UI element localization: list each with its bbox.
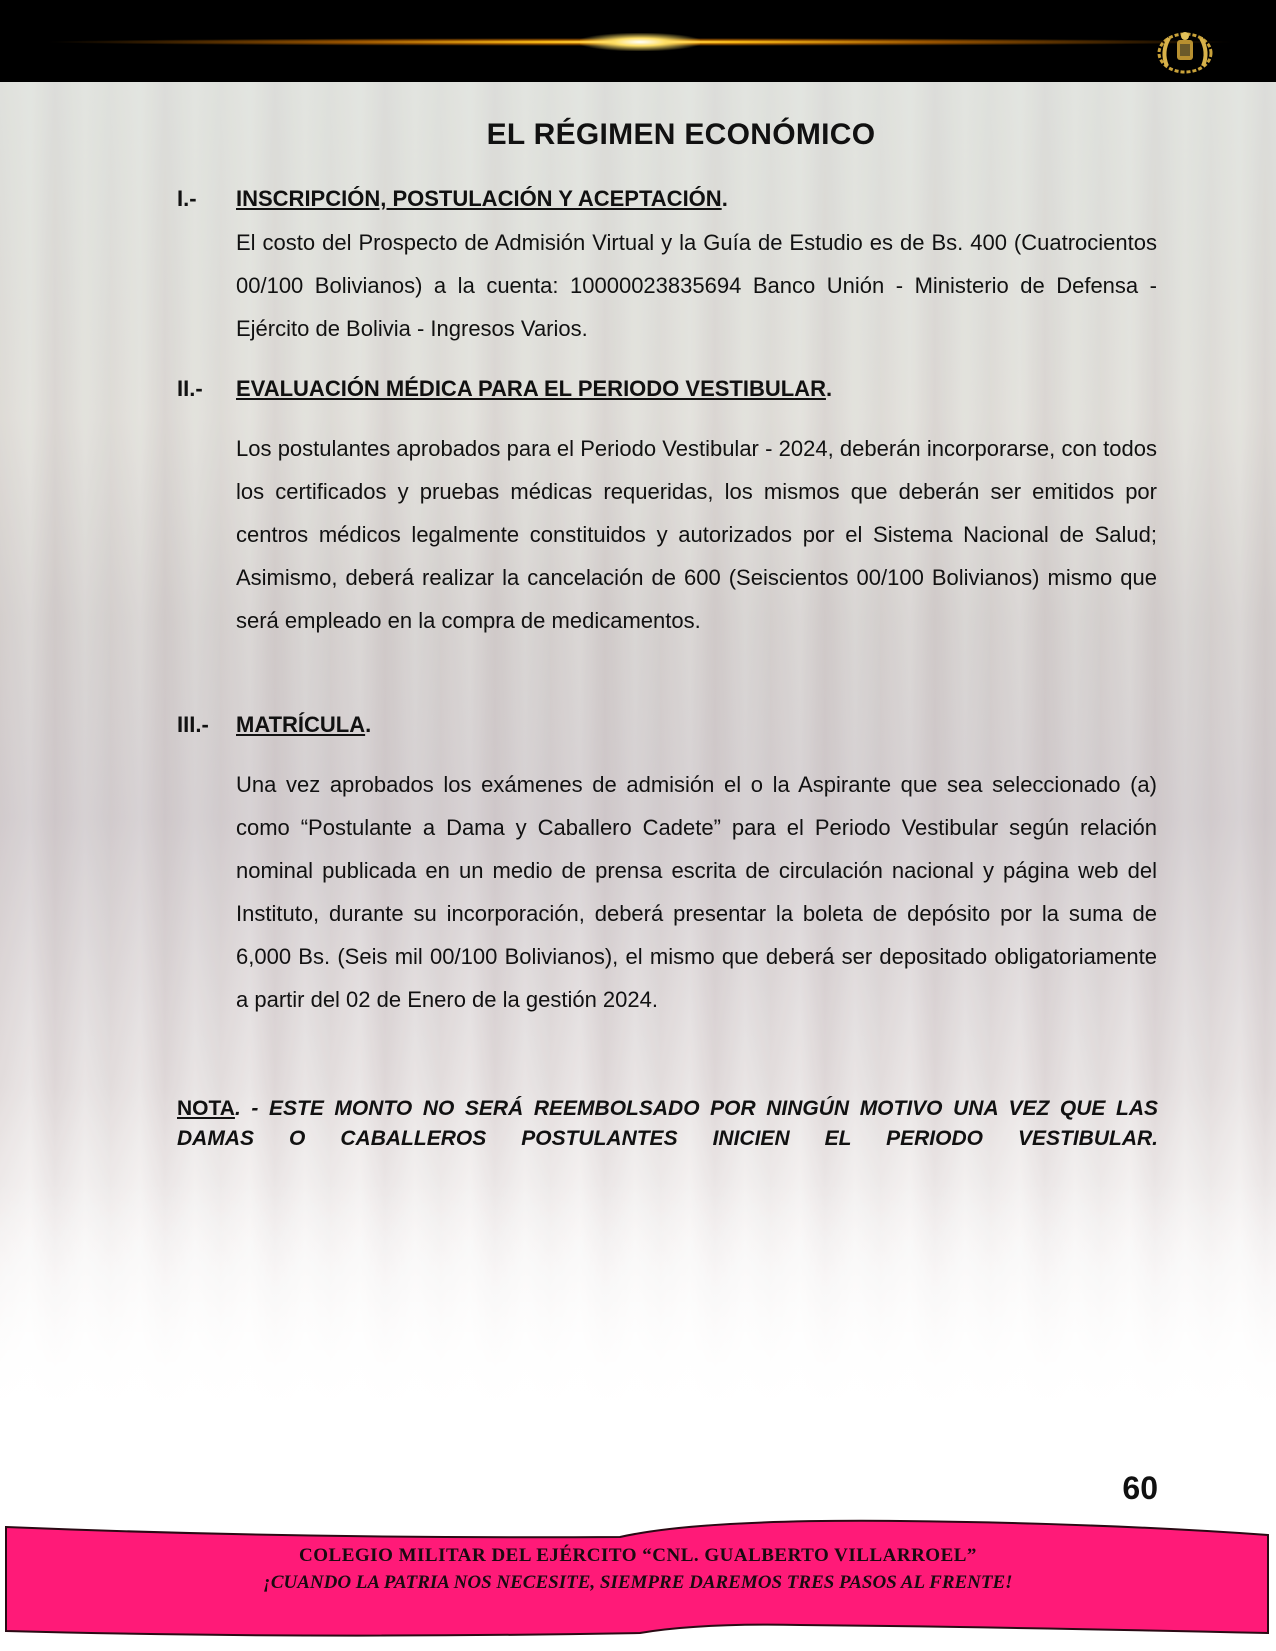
header-band	[0, 0, 1276, 82]
section-number: I.-	[177, 186, 197, 211]
footer-motto: ¡CUANDO LA PATRIA NOS NECESITE, SIEMPRE DAREMOS TRES PASOS AL FRENTE!	[263, 1572, 1013, 1593]
section-heading	[236, 376, 832, 402]
header-light-core	[580, 33, 700, 51]
nota-label: NOTA	[177, 1097, 235, 1120]
page-number: 60	[1122, 1470, 1158, 1506]
section-heading-text: MATRÍCULA	[236, 712, 366, 737]
section-body: Los postulantes aprobados para el Periodo Vestibular - 2024, deberán incorporarse, con todos los certificados y pruebas médicas requeridas, los mismos que deberán ser emitidos por centros médicos legalmente constituidos y autorizados por el Sistema Nacional de Salud; Asimismo, deberá realizar la cancelación de 600 (Seiscientos 00/100 Bolivianos) mismo que será empleado en la compra de medicamentos.	[236, 436, 1157, 633]
military-crest-icon	[1155, 26, 1215, 76]
section-number: II.-	[177, 376, 203, 401]
section-body: El costo del Prospecto de Admisión Virtual y la Guía de Estudio es de Bs. 400 (Cuatrocientos 00/100 Bolivianos) a la cuenta: 10000023835694 Banco Unión - Ministerio de Defensa - Ejército de Bolivia - Ingresos Varios.	[236, 230, 1157, 341]
section-heading	[236, 186, 728, 212]
footer-banner	[0, 1515, 1276, 1645]
section-heading-suffix: .	[365, 712, 372, 737]
nota-separator: . -	[234, 1097, 269, 1120]
section-number: III.-	[177, 712, 209, 737]
section-heading-text: EVALUACIÓN MÉDICA PARA EL PERIODO VESTIBULAR	[236, 376, 826, 401]
section-heading-suffix: .	[825, 376, 833, 401]
page-title: EL RÉGIMEN ECONÓMICO	[486, 118, 876, 151]
section-body: Una vez aprobados los exámenes de admisión el o la Aspirante que sea seleccionado (a) como “Postulante a Dama y Caballero Cadete” para el Periodo Vestibular según relación nominal publicada en un medio de prensa escrita de circulación nacional y página web del Instituto, durante su incorporación, deberá presentar la boleta de depósito por la suma de 6,000 Bs. (Seis mil 00/100 Bolivianos), el mismo que deberá ser depositado obligatoriamente a partir del 02 de Enero de la gestión 2024.	[236, 772, 1157, 1012]
nota-text: ESTE MONTO NO SERÁ REEMBOLSADO POR NINGÚN MOTIVO UNA VEZ QUE LAS DAMAS O CABALLEROS POSTULANTES INICIEN EL PERIODO VESTIBULAR.	[177, 1097, 1159, 1150]
section-heading-text: INSCRIPCIÓN, POSTULACIÓN Y ACEPTACIÓN	[236, 186, 722, 211]
footer-institution: COLEGIO MILITAR DEL EJÉRCITO “CNL. GUALBERTO VILLARROEL”	[299, 1545, 977, 1566]
section-heading-suffix: .	[721, 186, 728, 211]
nota-notice	[177, 1094, 1158, 1154]
section-heading	[236, 712, 371, 738]
